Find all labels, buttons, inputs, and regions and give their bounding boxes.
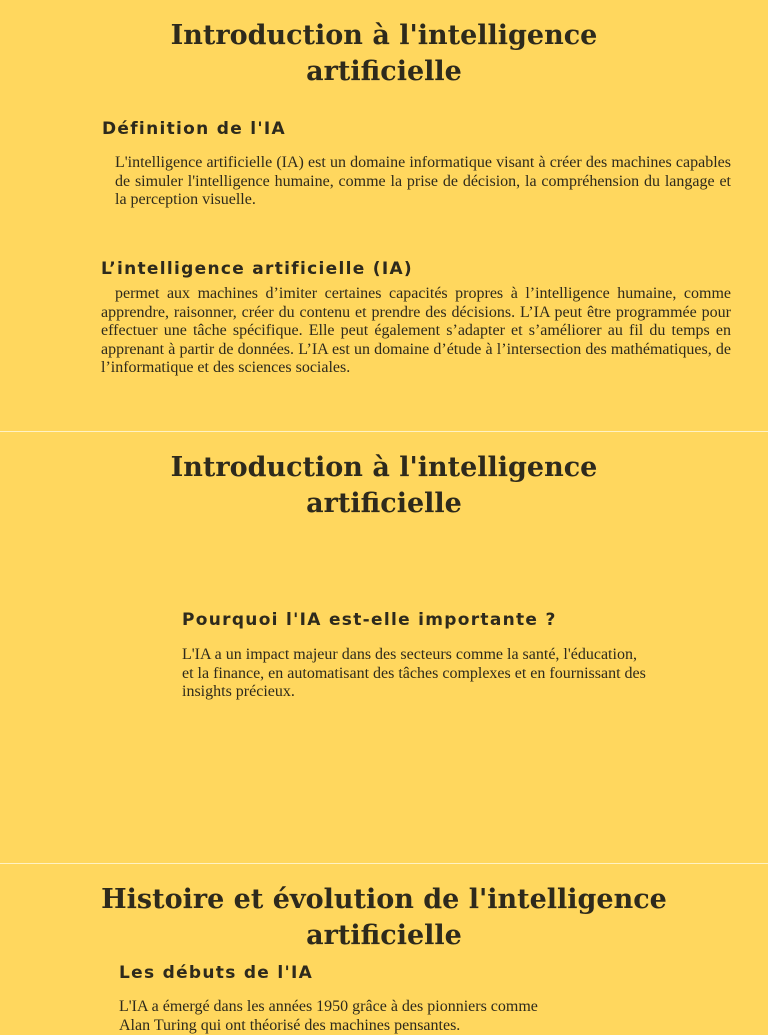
- slide-history: [0, 864, 768, 1034]
- history-heading: Les débuts de l'IA: [119, 963, 314, 983]
- slide-title-line-2: artificielle: [306, 56, 462, 87]
- ia-heading: L’intelligence artificielle (IA): [101, 259, 413, 279]
- slide-title-line-2: artificielle: [306, 920, 462, 951]
- slide-title-line-1: Introduction à l'intelligence: [170, 452, 598, 483]
- slide-title-line-1: Histoire et évolution de l'intelligence: [101, 884, 667, 915]
- slide-intro-importance: [0, 432, 768, 864]
- slide-title-line-1: Introduction à l'intelligence: [170, 20, 598, 51]
- definition-heading: Définition de l'IA: [102, 119, 286, 139]
- history-paragraph: L'IA a émergé dans les années 1950 grâce à des pionniers comme Alan Turing qui ont théorisé des machines pensantes.: [119, 998, 538, 1034]
- slide-title: [0, 18, 768, 90]
- slide-title: [0, 450, 768, 522]
- slide-intro-definition: [0, 0, 768, 432]
- definition-paragraph: L'intelligence artificielle (IA) est un domaine informatique visant à créer des machines capables de simuler l'intelligence humaine, comme la prise de décision, la compréhension du langage et la perception visuelle.: [115, 154, 731, 209]
- ia-paragraph: permet aux machines d’imiter certaines capacités propres à l’intelligence humaine, comme apprendre, raisonner, créer du contenu et prendre des décisions. L’IA peut être programmée pour effectuer une tâche spécifique. Elle peut également s’adapter et s’améliorer au fil du temps en apprenant à partir de données. L’IA est un domaine d’étude à l’intersection des mathématiques, de l’informatique et des sciences sociales.: [101, 285, 731, 377]
- slide-title-line-2: artificielle: [306, 488, 462, 519]
- importance-heading: Pourquoi l'IA est-elle importante ?: [182, 610, 557, 630]
- importance-paragraph: L'IA a un impact majeur dans des secteurs comme la santé, l'éducation, et la finance, en automatisant des tâches complexes et en fournissant des insights précieux.: [182, 646, 646, 701]
- slide-title: [0, 882, 768, 954]
